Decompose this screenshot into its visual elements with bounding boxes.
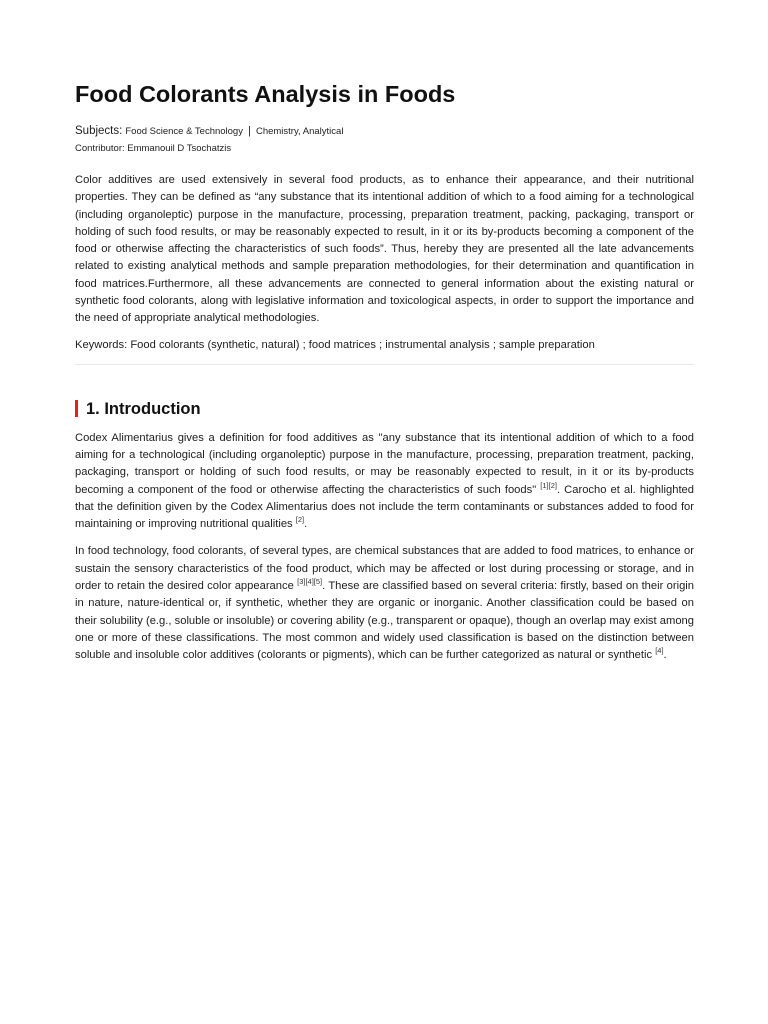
citation-link[interactable]: [2] bbox=[548, 480, 557, 490]
citation-link[interactable]: [4] bbox=[305, 577, 314, 587]
citation-link[interactable]: [1] bbox=[540, 480, 549, 490]
abstract: Color additives are used extensively in several food products, as to enhance their appearance, and their nutritional properties. They can be defined as “any substance that its intentional addition of which to a food aiming for a technological (including organoleptic) purpose in the manufacture, processing, preparation treatment, packing, packaging, transport or holding of such food results, or may be reasonably expected to result, in it or its by-products becoming a component of the food or otherwise affecting the characteristics of such foods”. Thus, hereby they are presented all the late advancements related to existing analytical methods and sample preparation methodologies, for their determination and quantification in food matrices.Furthermore, all these advancements are connected to general information about the existing natural or synthetic food colorants, along with legislative information and toxicological aspects, in order to support the importance and the need of appropriate analytical methodologies. bbox=[75, 174, 694, 325]
section-accent-bar bbox=[75, 400, 78, 417]
subject-link-food-science[interactable]: Food Science & Technology bbox=[125, 126, 243, 137]
keywords-line: Keywords: Food colorants (synthetic, natural) ; food matrices ; instrumental analysis ; sample preparation bbox=[75, 338, 595, 351]
section-title: 1. Introduction bbox=[86, 399, 201, 418]
subjects-separator: | bbox=[248, 125, 251, 137]
citation-link[interactable]: [5] bbox=[313, 577, 323, 587]
paragraph-text: . bbox=[304, 518, 308, 531]
paragraph-text: . bbox=[663, 649, 667, 662]
paragraph-text: . These are classified based on several criteria: firstly, based on their origin in nature, nature-identical or, if synthetic, whether they are organic or inorganic. Another classification could be based on their solubility (e.g., soluble or insoluble) or covering ability (e.g., transparent or opaque), though an overlap may exist among one or more of these classifications. The most common and widely used classification is based on the distinction between soluble and insoluble color additives (colorants or pigments), which can be further categorized as natural or synthetic bbox=[75, 580, 694, 662]
subject-link-chemistry-analytical[interactable]: Chemistry, Analytical bbox=[255, 126, 344, 137]
subjects-label: Subjects: bbox=[75, 125, 123, 137]
paragraph-text: . Carocho et al. highlighted that the definition given by the Codex Alimentarius does not include the term contaminants or substances added to food for maintaining or improving nutritional qualities bbox=[75, 483, 694, 531]
intro-paragraph-1 bbox=[75, 430, 694, 534]
citation-link[interactable]: [2] bbox=[295, 515, 305, 525]
section-divider bbox=[75, 364, 694, 365]
citation-group bbox=[540, 480, 557, 496]
section-heading bbox=[75, 400, 694, 418]
page-title: Food Colorants Analysis in Foods bbox=[75, 81, 456, 107]
subjects-line bbox=[75, 124, 694, 139]
paragraph-text: In food technology, food colorants, of several types, are chemical substances that are added to food matrices, to enhance or sustain the sensory characteristics of the food product, which may be affected or lost during processing or storage, and in order to retain the desired color appearance bbox=[75, 545, 694, 593]
contributor-line: Contributor: Emmanouil D Tsochatzis bbox=[75, 143, 232, 154]
paragraph-text: Codex Alimentarius gives a definition for food additives as "any substance that its intentional addition of which to a food aiming for a technological (including organoleptic) purpose in the manufacture, processing, preparation treatment, packing, packaging, transport or holding of such food results, or may be reasonably expected to result, in it or its by-products becoming a component of the food or otherwise affecting the characteristics of such foods" bbox=[75, 431, 694, 496]
citation-link[interactable]: [4] bbox=[655, 646, 664, 656]
intro-paragraph-2 bbox=[75, 543, 694, 664]
citation-link[interactable]: [3] bbox=[297, 577, 306, 587]
citation-group bbox=[297, 577, 323, 592]
